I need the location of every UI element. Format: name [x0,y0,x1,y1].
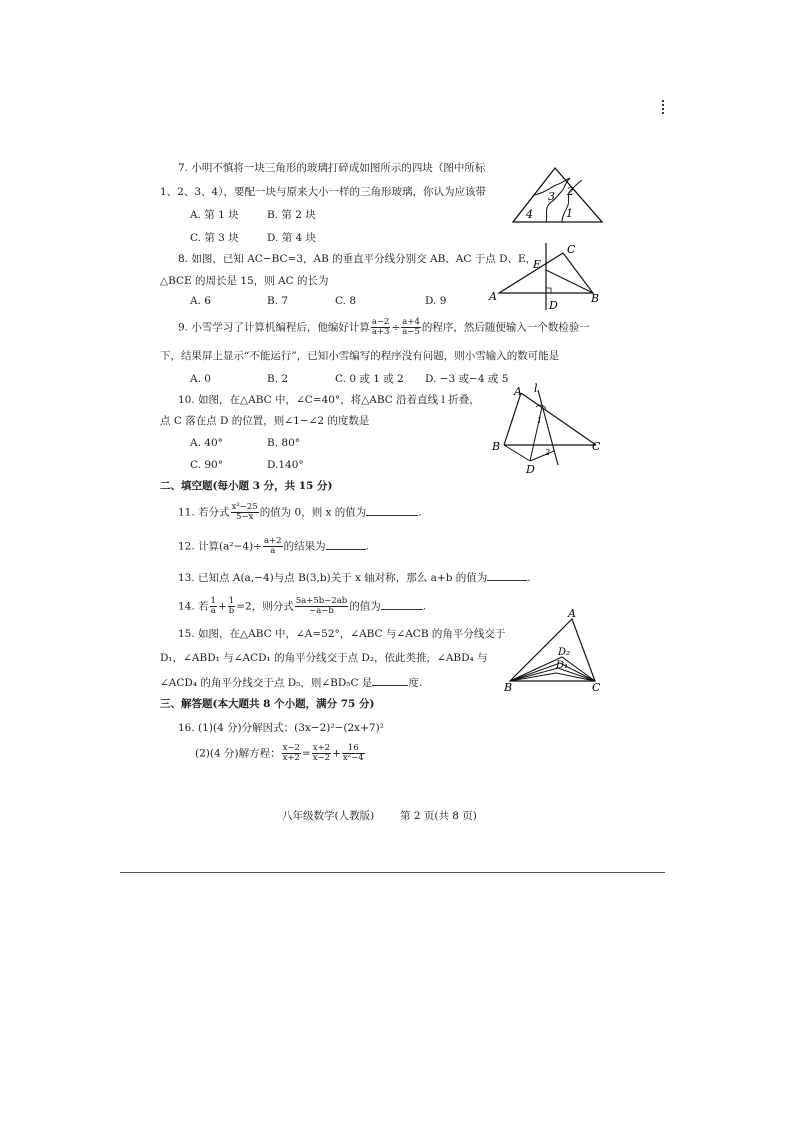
q14-frac3-num: 5a+5b−2ab [295,596,348,606]
q16-frac1-den: x+2 [282,753,300,763]
q7-fig-label-3: 3 [548,190,555,203]
q15-fig-label-b: B [504,681,513,694]
q12-frac-den: a [270,546,276,556]
q16-frac1 [282,744,301,763]
q12 [178,537,369,556]
q9-line2: 下，结果屏上显示“不能运行”，已知小雪编写的程序没有问题，则小雪输入的数可能是 [160,350,560,362]
q15-line1: 15. 如图，在△ABC 中，∠A=52°，∠ABC 与∠ACB 的角平分线交于 [178,628,506,640]
q14-post: 的值为 [349,600,381,613]
q14-plus: + [217,600,227,613]
q9-frac2-num: a+4 [402,317,420,327]
corner-mark [662,100,667,114]
q9-frac2-den: a−5 [402,327,420,337]
q8-option-d: D. 9 [425,295,447,307]
q16-frac2-num: x+2 [312,743,331,753]
q16-frac3-num: 16 [342,744,365,754]
q12-answer-blank[interactable] [326,539,366,550]
q9-pre: 9. 小雪学习了计算机编程后，他编好计算 [178,321,370,334]
q7-option-a: A. 第 1 块 [190,209,239,221]
q11-end: . [418,506,422,519]
q16-frac1-num: x−2 [282,743,300,753]
q9-line1 [178,318,590,337]
q16-part2-pre: (2)(4 分)解方程： [195,747,281,760]
q15-line2: D₁，∠ABD₁ 与∠ACD₁ 的角平分线交于点 D₂，依此类推，∠ABD₄ 与 [160,652,488,664]
q9-frac1 [371,318,391,337]
section-3-heading: 三、解答题(本大题共 8 个小题，满分 75 分) [160,698,375,710]
q14-frac1 [210,597,217,616]
q7-fig-label-1: 1 [566,207,573,220]
q12-end: . [365,540,369,553]
q14-frac3 [295,597,349,616]
page-bottom-divider [120,872,665,873]
q14-mid: =2，则分式 [236,600,294,613]
q10-fig-label-2: 2 [545,448,551,457]
q16-frac3-den: x²−4 [342,753,364,763]
q13-end: . [527,572,531,584]
q15-fig-label-d1: D₁ [556,660,569,671]
q12-pre: 12. 计算(a²−4)÷ [178,540,262,553]
q10-option-b: B. 80° [267,437,301,449]
q15-figure [500,605,610,695]
q11-frac-den: 5−x [235,512,254,522]
q11-frac [231,503,259,522]
q14-end: . [422,600,427,613]
q9-frac1-num: a−2 [371,317,390,327]
q12-frac [263,537,283,556]
section-2-heading: 二、填空题(每小题 3 分，共 15 分) [160,480,333,492]
q14-frac1-num: 1 [210,596,216,606]
q9-op: ÷ [391,321,401,334]
q11-frac-num: x²−25 [231,502,258,512]
q15-fig-label-a: A [568,607,576,620]
q8-option-a: A. 6 [190,295,211,307]
q9-option-a: A. 0 [190,373,211,385]
q10-option-c: C. 90° [190,459,223,471]
q14-answer-blank[interactable] [381,599,423,610]
q9-frac1-den: a+3 [371,327,390,337]
q8-figure [485,240,605,315]
q10-fig-label-d: D [526,463,535,476]
q9-post: 的程序，然后随便输入一个数检验一 [421,321,590,334]
q7-line2: 1、2、3、4），要配一块与原来大小一样的三角形玻璃，你认为应该带 [160,186,486,198]
q11 [178,503,422,522]
q13 [178,570,531,585]
q8-fig-label-a: A [489,290,497,303]
q15-fig-label-d2: D₂ [558,647,571,658]
q15-end: 度. [408,677,423,689]
q14 [178,597,426,616]
q7-fig-label-4: 4 [526,208,533,221]
q16-part1: 16. (1)(4 分)分解因式：(3x−2)²−(2x+7)² [178,722,384,734]
q16-frac2-den: x−2 [312,753,331,763]
footer-subject: 八年级数学(人教版) [282,810,375,822]
q15-fig-label-c: C [592,681,601,694]
q8-line2: △BCE 的周长是 15，则 AC 的长为 [160,275,329,287]
q13-text: 13. 已知点 A(a,−4)与点 B(3,b)关于 x 轴对称，那么 a+b 的值为 [178,572,488,584]
q12-post: 的结果为 [283,540,326,553]
q14-pre: 14. 若 [178,600,209,613]
q8-fig-label-c: C [567,243,576,256]
q7-option-b: B. 第 2 块 [267,209,316,221]
q15-line3 [160,675,422,690]
q10-option-d: D.140° [267,459,304,471]
q14-frac2-num: 1 [228,596,235,606]
q7-fig-label-2: 2 [567,185,574,198]
q11-pre: 11. 若分式 [178,506,230,519]
q8-option-b: B. 7 [267,295,289,307]
q14-frac2-den: b [228,606,235,616]
q9-frac2 [401,318,421,337]
q7-option-d: D. 第 4 块 [267,232,317,244]
q8-option-c: C. 8 [335,295,357,307]
q13-answer-blank[interactable] [487,570,527,581]
q12-frac-num: a+2 [263,536,282,546]
q15-answer-blank[interactable] [372,675,408,686]
q10-line1: 10. 如图，在△ABC 中，∠C=40°，将△ABC 沿着直线 l 折叠， [178,394,480,406]
q11-answer-blank[interactable] [366,505,418,516]
q16-eq: = [301,747,311,760]
q8-fig-label-b: B [591,292,600,305]
q10-option-a: A. 40° [190,437,223,449]
q10-figure [488,382,608,476]
q14-frac2 [228,597,235,616]
q10-fig-label-b: B [492,440,501,453]
q8-fig-label-d: D [549,299,558,312]
q9-option-c: C. 0 或 1 或 2 [335,373,404,385]
q10-fig-label-a: A [514,385,522,398]
q16-frac2 [312,744,331,763]
q7-line1: 7. 小明不慎将一块三角形的玻璃打碎成如图所示的四块（图中所标 [178,162,486,174]
q7-option-c: C. 第 3 块 [190,232,239,244]
q16-frac3 [342,744,365,763]
q9-option-b: B. 2 [267,373,289,385]
q11-post: 的值为 0，则 x 的值为 [259,506,367,519]
q8-line1: 8. 如图，已知 AC−BC=3，AB 的垂直平分线分别交 AB、AC 于点 D、E， [178,253,537,265]
q9-option-d: D. −3 或−4 或 5 [425,373,509,385]
q15-line3-text: ∠ACD₄ 的角平分线交于点 D₅，则∠BD₅C 是 [160,677,373,689]
q10-fig-label-c: C [592,440,601,453]
footer-page: 第 2 页(共 8 页) [400,810,477,822]
q16-part2 [195,744,366,763]
q10-fig-label-1: 1 [537,416,543,425]
q10-line2: 点 C 落在点 D 的位置，则∠1−∠2 的度数是 [160,415,370,427]
q8-fig-label-e: E [533,258,542,271]
q10-fig-label-l: l [534,382,538,395]
q7-figure [510,165,605,225]
q14-frac3-den: −a−b [309,606,334,616]
q14-frac1-den: a [210,606,216,616]
q16-plus: + [332,747,341,760]
